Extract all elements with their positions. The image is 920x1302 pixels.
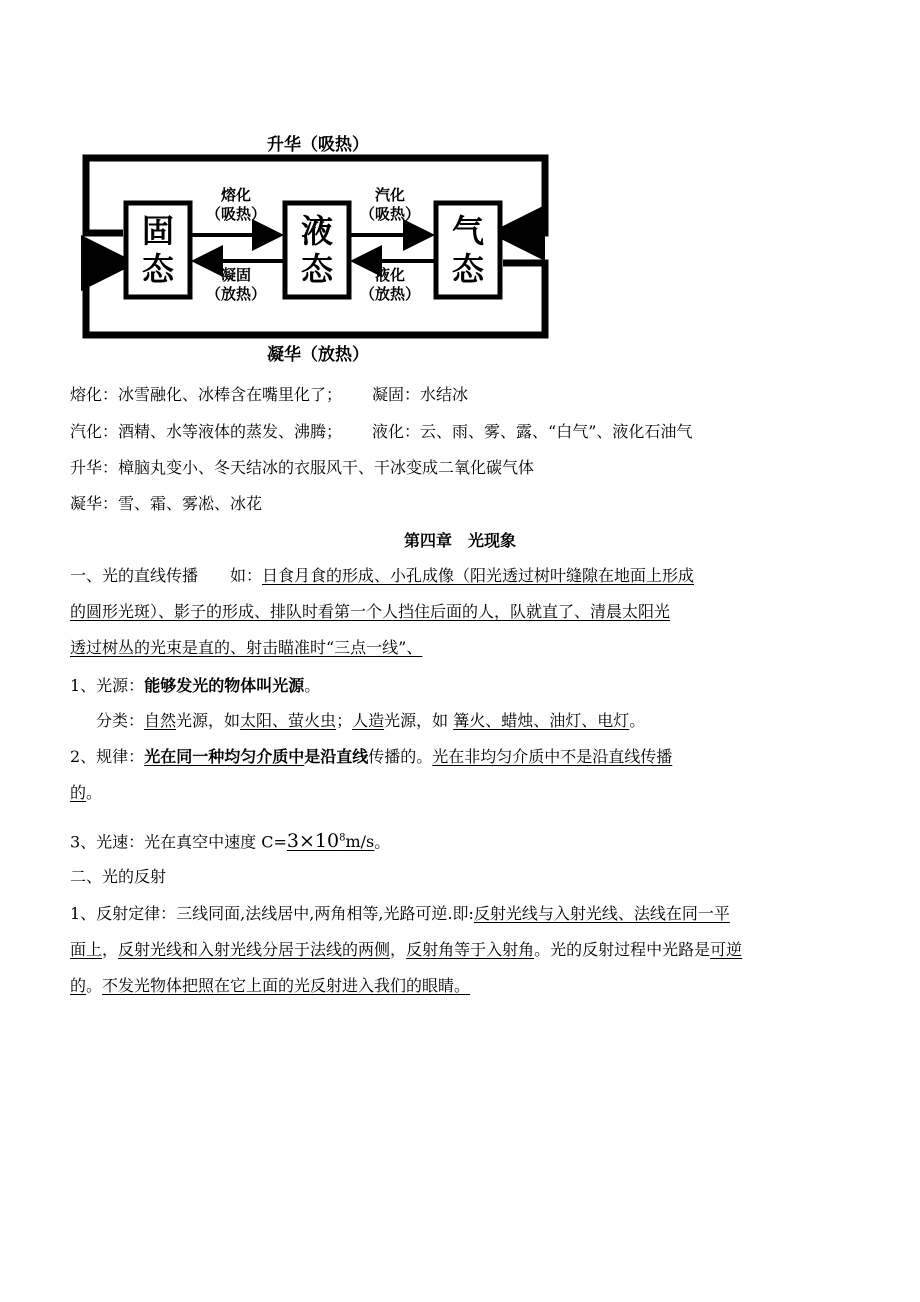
- solid-box: 固 态: [141, 212, 174, 288]
- s2-line-3: [70, 975, 470, 997]
- deposit-examples: 凝华：雪、霜、雾凇、冰花: [70, 494, 263, 513]
- speed-line: [70, 828, 390, 853]
- speed-unit: m/s: [345, 832, 375, 852]
- reversible-end: 的: [70, 976, 87, 995]
- sep: ；: [336, 711, 353, 730]
- speed-value: 3×10: [286, 830, 340, 853]
- freezing-label: 凝固 （放热）: [205, 266, 266, 303]
- source-definition: 能够发光的物体叫光源: [144, 676, 305, 695]
- sublime-examples: 升华：樟脑丸变小、冬天结冰的衣服风干、干冰变成二氧化碳气体: [70, 458, 535, 477]
- reversible-text: 。光的反射过程中光路是: [534, 940, 711, 959]
- liquefy-examples: 液化：云、雨、雾、露、“白气”、液化石油气: [372, 422, 693, 441]
- gas-box: 气 态: [451, 212, 484, 288]
- state-change-diagram: [78, 128, 558, 368]
- class-label: 分类：: [96, 711, 145, 730]
- light-source-line: [70, 675, 320, 697]
- reflection-law-2: 反射光线和入射光线分居于法线的两侧: [118, 940, 391, 959]
- chapter-title: 第四章 光现象: [403, 531, 516, 550]
- melting-label: 熔化 （吸热）: [205, 186, 266, 223]
- law-rest: 传播的。: [368, 747, 433, 766]
- s2-line-2: [70, 939, 742, 961]
- classification-line: [96, 710, 645, 732]
- speed-end: 。: [374, 832, 391, 852]
- comma-1: ，: [102, 940, 119, 959]
- s2-line-1: [70, 903, 730, 925]
- law-underlined: 光在同一种均匀介质中: [144, 747, 305, 766]
- natural-examples: 太阳、萤火虫: [240, 711, 337, 730]
- example-line-2: [70, 421, 692, 443]
- s1-examples-3: 透过树丛的光束是直的、射击瞄准时“三点一线”、: [70, 638, 423, 657]
- reversible-word: 可逆: [710, 940, 743, 959]
- artificial-suffix: 光源，如: [384, 711, 454, 730]
- period: 。: [86, 976, 103, 995]
- melt-examples: 熔化：冰雪融化、冰棒含在嘴里化了；: [70, 385, 343, 404]
- reflection-law-label: 1、反射定律：三线同面,法线居中,两角相等,光路可逆.即:: [70, 904, 474, 923]
- comma-2: ，: [390, 940, 407, 959]
- vaporize-examples: 汽化：酒精、水等液体的蒸发、沸腾；: [70, 422, 343, 441]
- law-label: 2、规律：: [70, 747, 145, 766]
- s2-heading: 二、光的反射: [70, 867, 167, 886]
- s1-examples-2: 的圆形光斑）、影子的形成、排队时看第一个人挡住后面的人，队就直了、清晨太阳光: [70, 602, 671, 621]
- liquid-box: 液 态: [300, 212, 333, 288]
- speed-exponent: 8: [339, 833, 346, 844]
- s1-line-2: [70, 601, 670, 623]
- deposition-label: 凝华（放热）: [267, 345, 369, 365]
- sublimation-label: 升华（吸热）: [267, 135, 369, 155]
- law-bold: 是沿直线: [304, 747, 369, 766]
- artificial-word: 人造: [352, 711, 385, 730]
- speed-label: 3、光速：光在真空中速度 C=: [70, 832, 287, 852]
- artificial-examples: 篝火、蜡烛、油灯、电灯: [453, 711, 630, 730]
- example-line-1: [70, 384, 468, 406]
- natural-suffix: 光源，如: [176, 711, 241, 730]
- law2-underlined: 光在非均匀介质中不是沿直线传播: [432, 747, 673, 766]
- s1-heading: 一、光的直线传播 如：: [70, 566, 263, 585]
- freeze-examples: 凝固：水结冰: [372, 385, 469, 404]
- source-end: 。: [304, 676, 321, 695]
- vaporization-label: 汽化 （吸热）: [359, 186, 420, 223]
- reflection-law-1: 反射光线与入射光线、法线在同一平: [473, 904, 730, 923]
- class-end: 。: [629, 711, 646, 730]
- s1-line-3: [70, 637, 422, 659]
- law-line-1: [70, 746, 672, 768]
- natural-word: 自然: [144, 711, 177, 730]
- source-label: 1、光源：: [70, 676, 145, 695]
- liquefaction-label: 液化 （放热）: [359, 266, 420, 303]
- reflection-law-3: 反射角等于入射角: [406, 940, 535, 959]
- law-line-2: [70, 782, 102, 804]
- law2-end: 。: [86, 783, 103, 802]
- s1-line-1: [70, 565, 694, 587]
- nonluminous-reflection: 不发光物体把照在它上面的光反射进入我们的眼睛。: [102, 976, 471, 995]
- s1-examples-1: 日食月食的形成、小孔成像（阳光透过树叶缝隙在地面上形成: [262, 566, 695, 585]
- law2-cont: 的: [70, 783, 87, 802]
- reflection-law-1b: 面上: [70, 940, 103, 959]
